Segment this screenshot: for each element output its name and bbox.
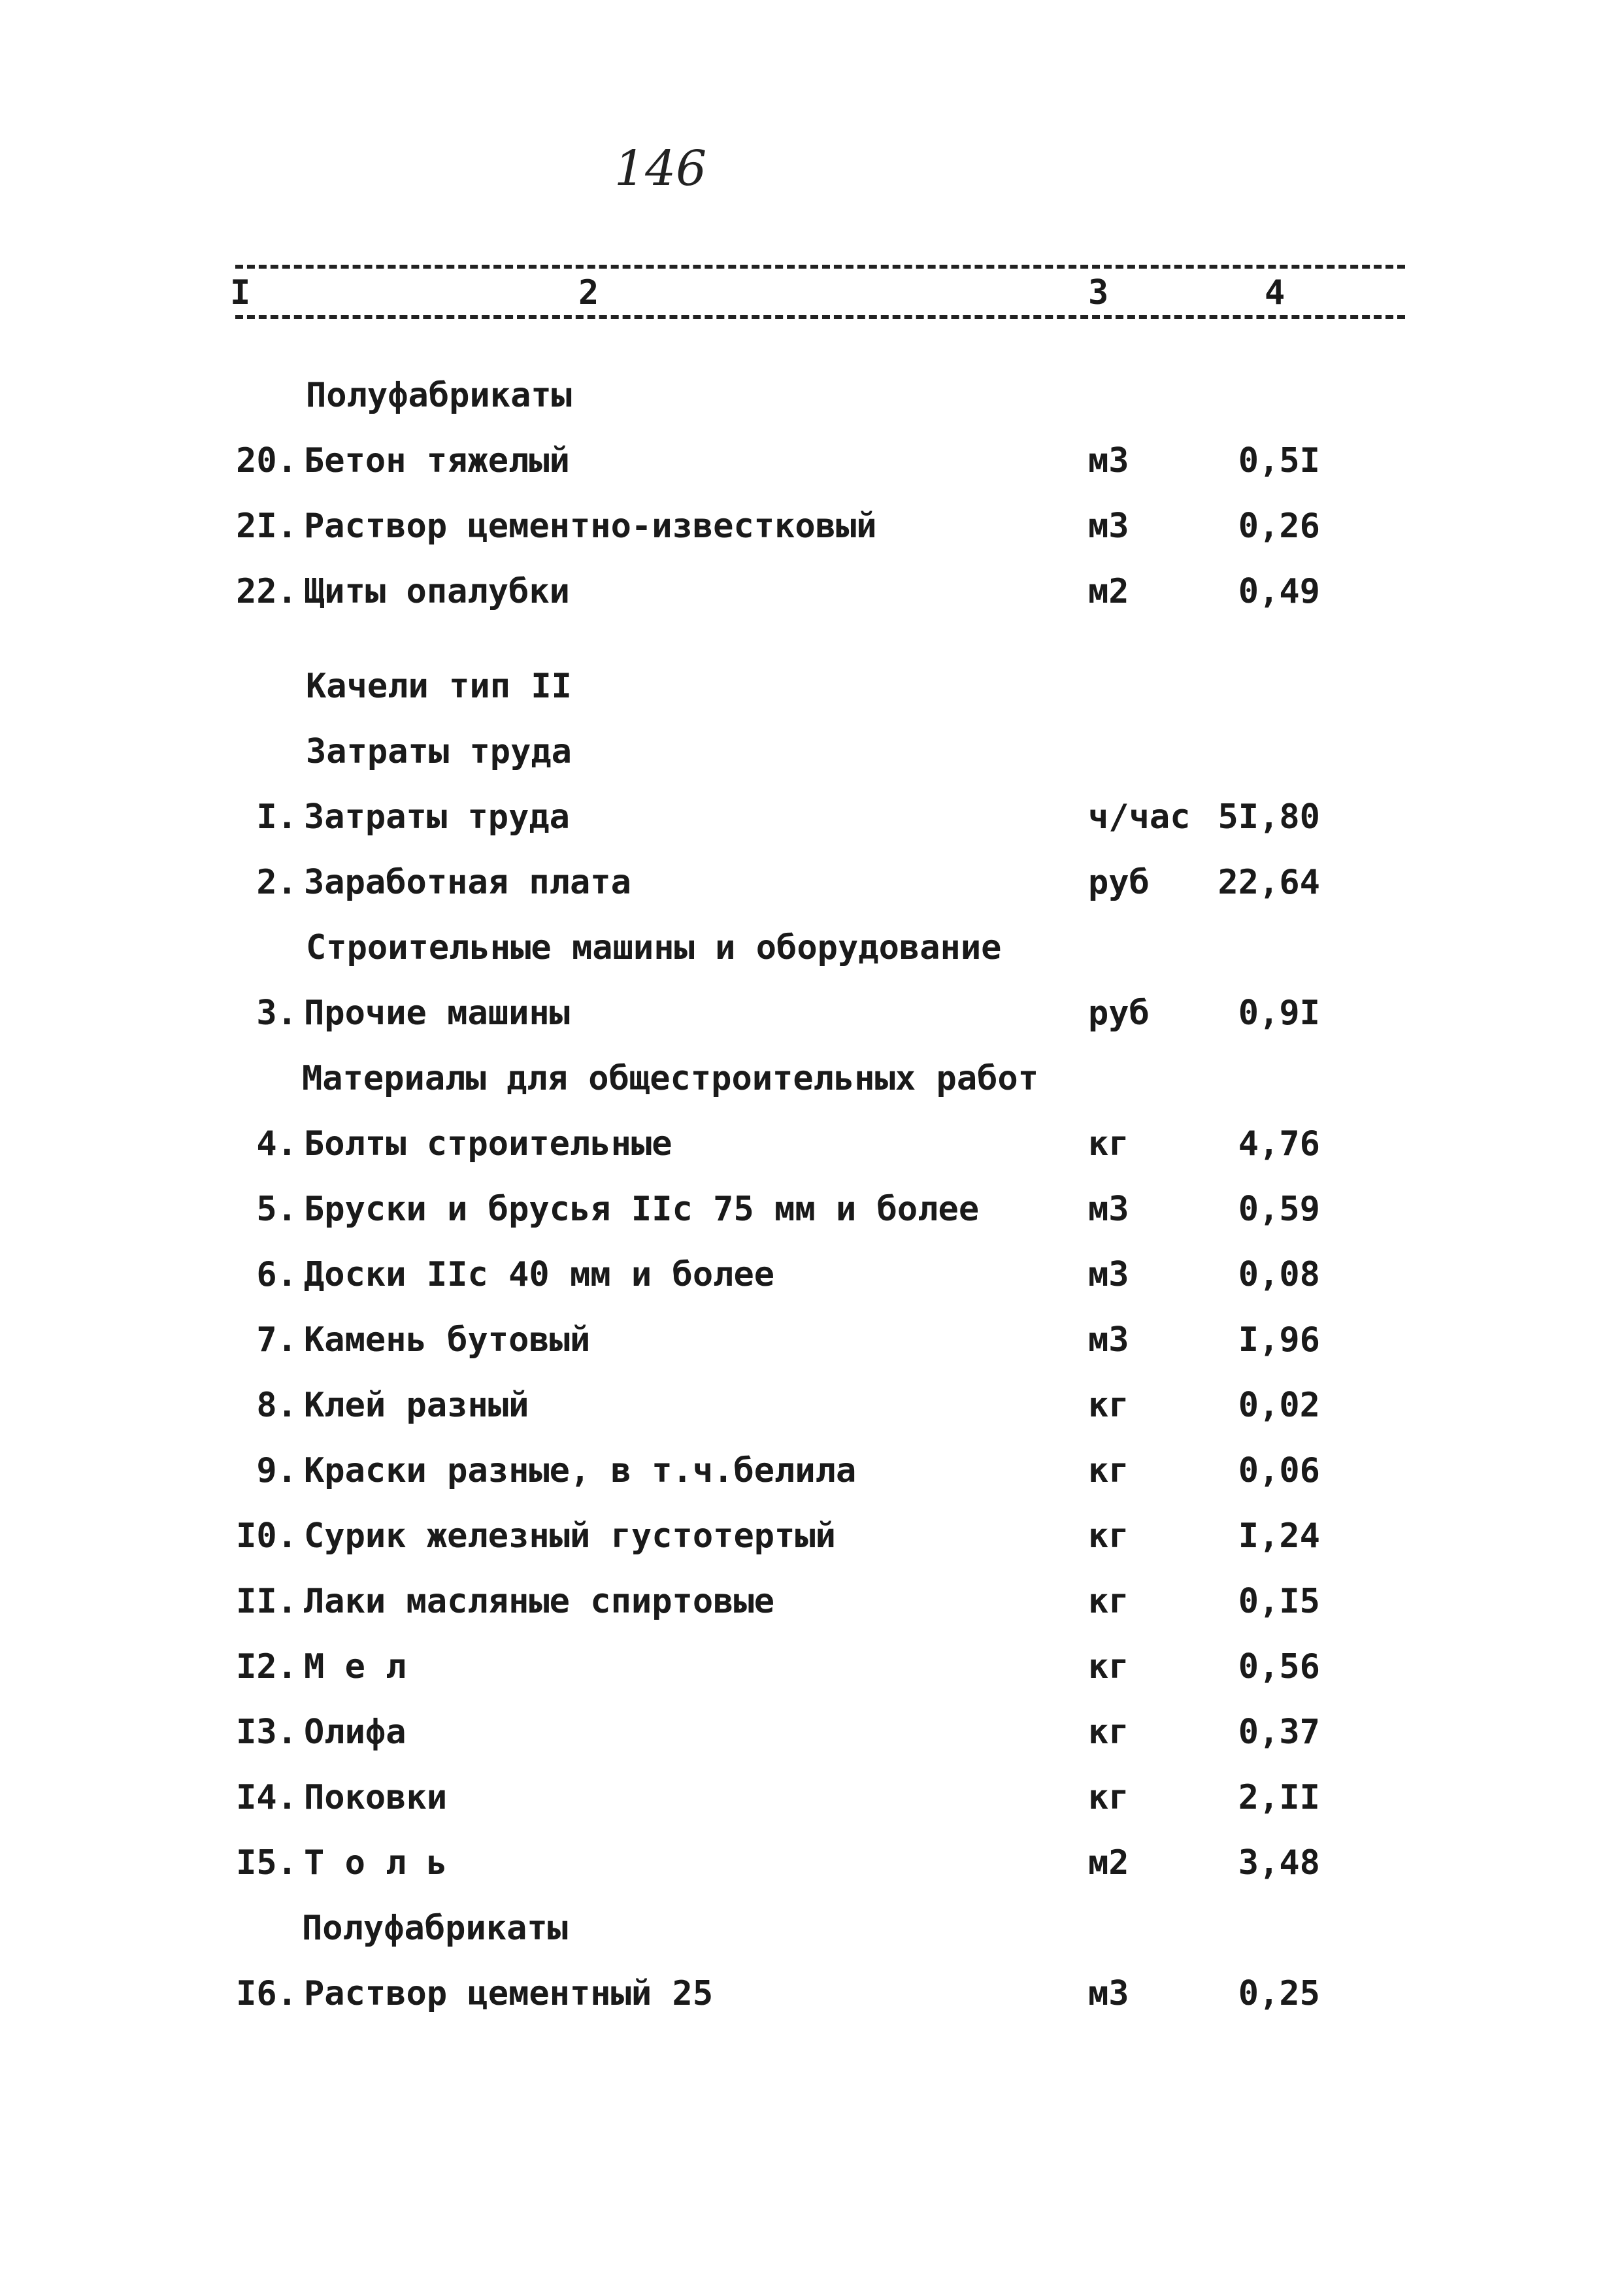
item-unit: м3: [1088, 1255, 1129, 1294]
item-value: 0,49: [1238, 572, 1320, 611]
item-value: 0,5I: [1238, 441, 1320, 480]
item-value: 0,26: [1238, 507, 1320, 546]
table-row: [0, 987, 1624, 1039]
item-number: II.: [236, 1582, 297, 1621]
col-header-4: 4: [1265, 273, 1285, 312]
item-name: Бруски и брусья IIс 75 мм и более: [304, 1190, 980, 1229]
item-unit: кг: [1088, 1451, 1129, 1490]
item-name: Олифа: [304, 1713, 406, 1752]
item-unit: кг: [1088, 1516, 1129, 1556]
item-value: 3,48: [1238, 1843, 1320, 1883]
table-row: [0, 1641, 1624, 1693]
item-name: Лаки масляные спиртовые: [304, 1582, 775, 1621]
item-value: 0,56: [1238, 1647, 1320, 1686]
item-unit: м3: [1088, 1320, 1129, 1360]
item-number: I4.: [236, 1778, 297, 1817]
item-unit: кг: [1088, 1647, 1129, 1686]
item-name: Сурик железный густотертый: [304, 1516, 836, 1556]
item-value: 0,08: [1238, 1255, 1320, 1294]
item-unit: кг: [1088, 1386, 1129, 1425]
table-row: [0, 1510, 1624, 1562]
item-number: 3.: [256, 994, 297, 1033]
item-name: Раствор цементный 25: [304, 1974, 714, 2013]
col-header-1: I: [230, 273, 251, 312]
item-unit: кг: [1088, 1582, 1129, 1621]
item-value: 0,I5: [1238, 1582, 1320, 1621]
item-unit: м2: [1088, 572, 1129, 611]
item-number: 9.: [256, 1451, 297, 1490]
item-name: Доски IIс 40 мм и более: [304, 1255, 775, 1294]
item-unit: руб: [1088, 863, 1150, 902]
item-number: 4.: [256, 1124, 297, 1164]
table-row: [0, 791, 1624, 843]
item-number: I2.: [236, 1647, 297, 1686]
item-name: Краски разные, в т.ч.белила: [304, 1451, 857, 1490]
item-value: 0,02: [1238, 1386, 1320, 1425]
item-number: 5.: [256, 1190, 297, 1229]
item-value: 0,59: [1238, 1190, 1320, 1229]
item-value: 0,9I: [1238, 994, 1320, 1033]
item-number: 7.: [256, 1320, 297, 1360]
table-row: [0, 856, 1624, 909]
item-name: Т о л ь: [304, 1843, 448, 1883]
item-name: Клей разный: [304, 1386, 529, 1425]
item-unit: м3: [1088, 1974, 1129, 2013]
table-row: [0, 1314, 1624, 1366]
item-number: I6.: [236, 1974, 297, 2013]
item-name: Поковки: [304, 1778, 448, 1817]
item-name: Бетон тяжелый: [304, 441, 570, 480]
item-name: Болты строительные: [304, 1124, 672, 1164]
item-value: 4,76: [1238, 1124, 1320, 1164]
header-rule-top: [235, 265, 1405, 269]
item-name: Заработная плата: [304, 863, 631, 902]
item-number: 6.: [256, 1255, 297, 1294]
item-number: 22.: [236, 572, 297, 611]
table-row: [0, 1575, 1624, 1628]
item-unit: м3: [1088, 507, 1129, 546]
item-unit: м2: [1088, 1843, 1129, 1883]
item-name: Затраты труда: [304, 797, 570, 837]
section-heading: Полуфабрикаты: [306, 376, 572, 415]
item-value: 2,II: [1238, 1778, 1320, 1817]
section-heading: Затраты труда: [306, 732, 572, 771]
section-heading: Полуфабрикаты: [302, 1909, 568, 1948]
item-value: 0,25: [1238, 1974, 1320, 2013]
item-value: 5I,80: [1218, 797, 1320, 837]
item-value: 0,06: [1238, 1451, 1320, 1490]
item-number: 20.: [236, 441, 297, 480]
table-row: [0, 1706, 1624, 1758]
item-number: I3.: [236, 1713, 297, 1752]
item-name: Щиты опалубки: [304, 572, 570, 611]
item-number: I0.: [236, 1516, 297, 1556]
table-row: [0, 1248, 1624, 1301]
col-header-2: 2: [578, 273, 599, 312]
item-unit: руб: [1088, 994, 1150, 1033]
item-unit: кг: [1088, 1124, 1129, 1164]
item-unit: м3: [1088, 1190, 1129, 1229]
table-row: [0, 435, 1624, 487]
table-row: [0, 565, 1624, 618]
item-unit: кг: [1088, 1713, 1129, 1752]
item-name: Раствор цементно-известковый: [304, 507, 877, 546]
section-heading: Качели тип II: [306, 667, 572, 706]
item-number: 8.: [256, 1386, 297, 1425]
item-unit: кг: [1088, 1778, 1129, 1817]
item-value: 22,64: [1218, 863, 1320, 902]
section-heading: Строительные машины и оборудование: [306, 928, 1002, 967]
table-row: [0, 1183, 1624, 1235]
item-unit: м3: [1088, 441, 1129, 480]
table-row: [0, 1379, 1624, 1432]
item-name: М е л: [304, 1647, 406, 1686]
item-value: I,96: [1238, 1320, 1320, 1360]
item-name: Камень бутовый: [304, 1320, 591, 1360]
table-row: [0, 1968, 1624, 2020]
item-number: I5.: [236, 1843, 297, 1883]
header-rule-bottom: [235, 315, 1405, 319]
table-row: [0, 1445, 1624, 1497]
table-row: [0, 1118, 1624, 1170]
col-header-3: 3: [1088, 273, 1109, 312]
item-number: 2.: [256, 863, 297, 902]
item-name: Прочие машины: [304, 994, 570, 1033]
item-number: 2I.: [236, 507, 297, 546]
item-unit: ч/час: [1088, 797, 1191, 837]
page-number: 146: [614, 141, 707, 197]
item-value: 0,37: [1238, 1713, 1320, 1752]
item-value: I,24: [1238, 1516, 1320, 1556]
table-row: [0, 1771, 1624, 1824]
item-number: I.: [256, 797, 297, 837]
table-row: [0, 1837, 1624, 1889]
table-row: [0, 500, 1624, 552]
section-heading: Материалы для общестроительных работ: [302, 1059, 1039, 1098]
